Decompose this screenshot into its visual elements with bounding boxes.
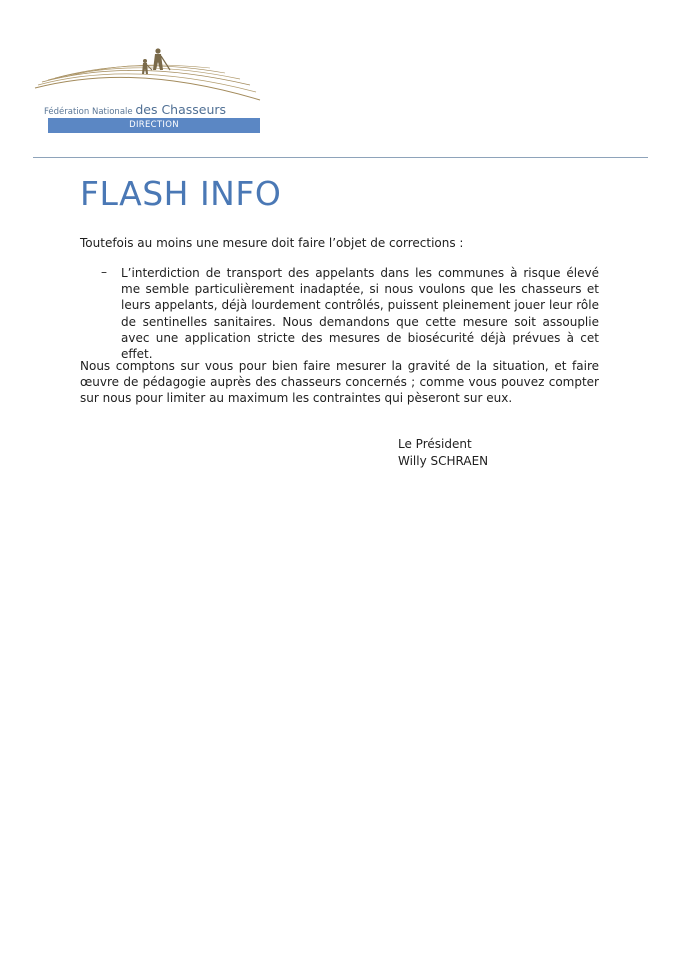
organization-name <box>44 102 226 117</box>
org-name: des Chasseurs <box>135 102 227 117</box>
signature-name: Willy SCHRAEN <box>398 453 489 468</box>
org-prefix: Fédération Nationale <box>44 107 133 117</box>
hunters-silhouette-icon <box>30 40 270 110</box>
direction-bar: DIRECTION <box>48 118 260 133</box>
bullet-item: L’interdiction de transport des appelants dans les communes à risque élevé me semble particulièrement inadaptée, si nous voulons que les chasseurs et leurs appelants, déjà lourdement contrôlés, puissent pleinement jouer leur rôle de sentinelles sanitaires. Nous demandons que cette mesure soit assouplie avec une application stricte des mesures de biosécurité déjà prévues à cet effet. <box>121 266 599 362</box>
page-title: FLASH INFO <box>80 174 282 213</box>
intro-text: Toutefois au moins une mesure doit faire l’objet de corrections : <box>80 236 464 250</box>
signature-block <box>398 436 488 469</box>
header-divider <box>33 157 648 158</box>
body-paragraph: Nous comptons sur vous pour bien faire mesurer la gravité de la situation, et faire œuvre de pédagogie auprès des chasseurs concernés ; comme vous pouvez compter sur nous pour limiter au maximum les contraintes qui pèseront sur eux. <box>80 359 599 406</box>
bullet-dash: – <box>101 265 107 279</box>
signature-role: Le Président <box>398 437 472 451</box>
federation-logo <box>30 40 270 140</box>
